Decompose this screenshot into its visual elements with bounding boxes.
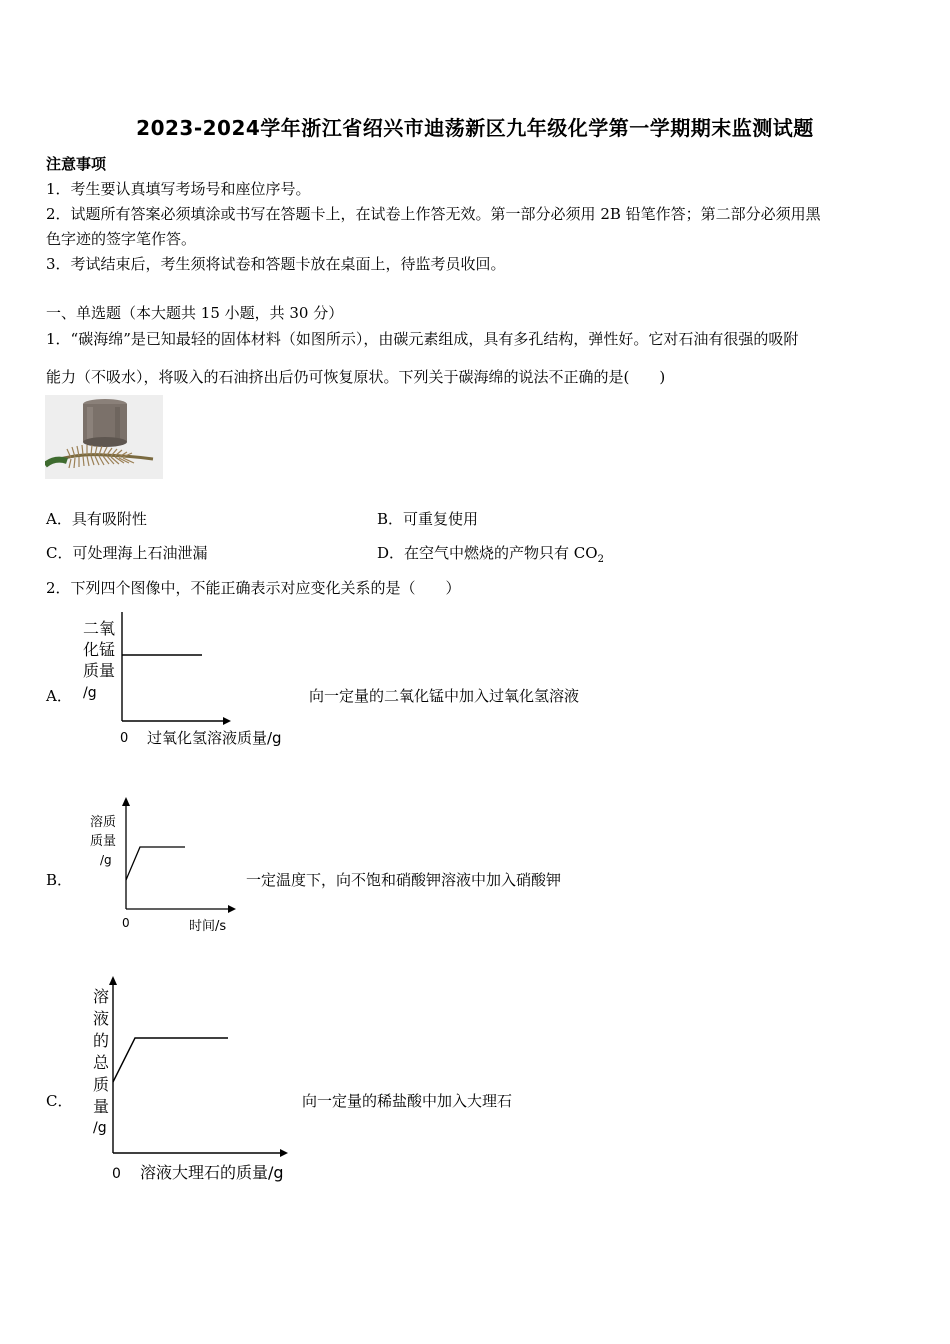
graph-2c-ylabel-4: 总: [93, 1053, 110, 1072]
page-title: 2023-2024学年浙江省绍兴市迪荡新区九年级化学第一学期期末监测试题: [136, 116, 814, 140]
graph-2c-ylabel-5: 质: [93, 1075, 110, 1094]
question-1-line-2: 能力（不吸水），将吸入的石油挤出后仍可恢复原状。下列关于碳海绵的说法不正确的是( ): [46, 368, 666, 386]
notice-item-2-line-1: 2．试题所有答案必须填涂或书写在答题卡上，在试卷上作答无效。第一部分必须用 2B 铅笔作答；第二部分必须用黑: [46, 205, 821, 223]
option-1d: D．在空气中燃烧的产物只有 $CO_2$: [377, 544, 604, 565]
question-1-line-1: 1．“碳海绵”是已知最轻的固体材料（如图所示），由碳元素组成，具有多孔结构，弹性好。它对石油有很强的吸附: [46, 330, 799, 348]
question-2-stem: 2．下列四个图像中，不能正确表示对应变化关系的是（ ）: [46, 579, 461, 597]
option-2b-description: 一定温度下，向不饱和硝酸钾溶液中加入硝酸钾: [246, 871, 562, 889]
graph-2b-ylabel-2: 质量: [90, 834, 117, 849]
option-1a: A．具有吸附性: [46, 510, 147, 528]
graph-2b-ylabel-1: 溶质: [90, 815, 117, 830]
graph-2b-origin: 0: [122, 916, 130, 930]
graph-2a-ylabel-3: 质量: [83, 661, 116, 680]
option-1c: C．可处理海上石油泄漏: [46, 544, 208, 562]
graph-2c-ylabel-1: 溶: [93, 987, 110, 1006]
option-2c-letter: C．: [46, 1092, 73, 1110]
graph-2b-ylabel-3: /g: [100, 853, 112, 867]
graph-2a-xlabel: 过氧化氢溶液质量/g: [147, 729, 282, 747]
option-2a-letter: A．: [46, 687, 72, 705]
graph-2a-ylabel-4: /g: [83, 685, 97, 701]
notice-item-3: 3．考试结束后，考生须将试卷和答题卡放在桌面上，待监考员收回。: [46, 255, 506, 273]
graph-2c-ylabel-6: 量: [93, 1097, 110, 1116]
graph-2c-ylabel-2: 液: [93, 1009, 110, 1028]
section-heading: 一、单选题（本大题共 15 小题，共 30 分）: [46, 304, 344, 322]
graph-2c-xlabel: 溶液大理石的质量/g: [140, 1163, 284, 1182]
graph-2c-axes: [109, 976, 288, 1157]
graph-2b-xlabel: 时间/s: [189, 919, 227, 934]
graph-2a-ylabel-1: 二氧: [83, 619, 116, 638]
graph-2c-line: [113, 1038, 228, 1082]
graph-2c-origin: 0: [112, 1166, 121, 1182]
notice-item-2-line-2: 色字迹的签字笔作答。: [46, 230, 197, 248]
notice-heading: 注意事项: [46, 155, 107, 173]
notice-item-1: 1．考生要认真填写考场号和座位序号。: [46, 180, 311, 198]
option-2c-description: 向一定量的稀盐酸中加入大理石: [302, 1092, 513, 1110]
graph-2c-ylabel-7: /g: [93, 1120, 107, 1136]
option-2a-description: 向一定量的二氧化锰中加入过氧化氢溶液: [309, 687, 580, 705]
graph-2a-ylabel-2: 化锰: [83, 640, 116, 659]
option-1b: B．可重复使用: [377, 510, 479, 528]
option-2b-letter: B．: [46, 871, 73, 889]
graph-2c-ylabel-3: 的: [93, 1031, 110, 1050]
graph-2a-origin: 0: [120, 731, 129, 746]
